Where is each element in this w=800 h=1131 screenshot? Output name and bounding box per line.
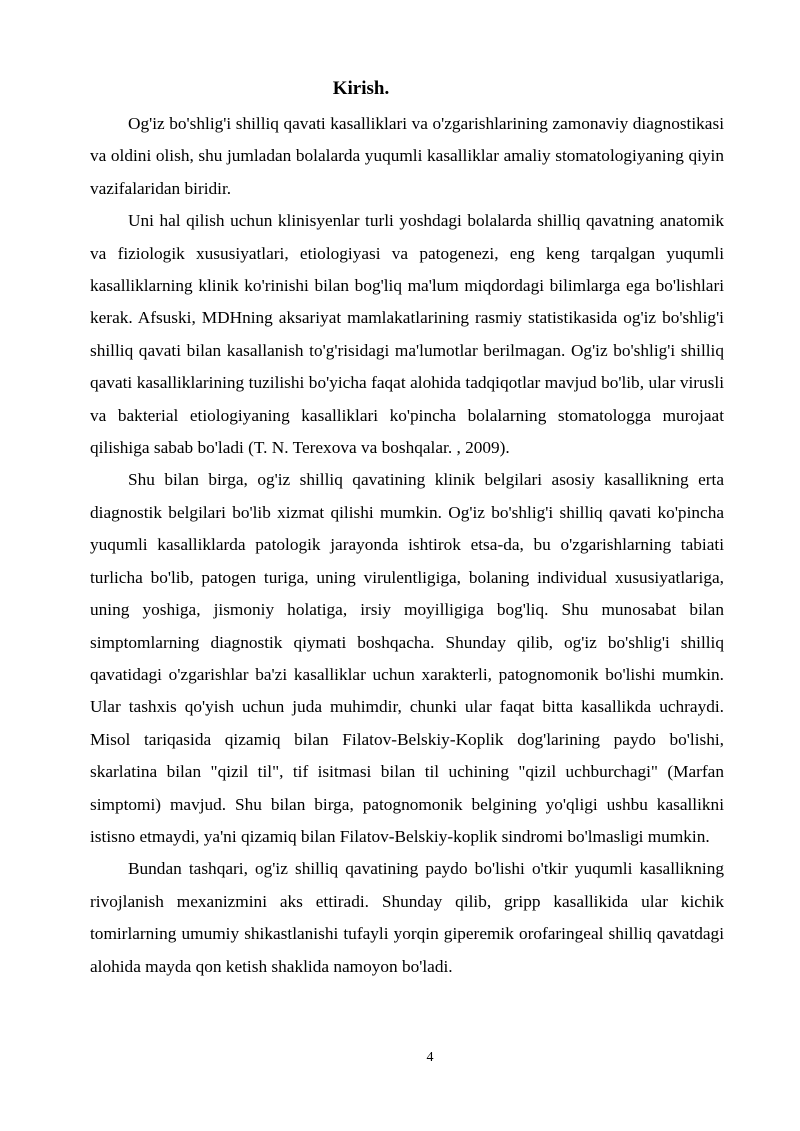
page-number: 4: [426, 1050, 434, 1065]
paragraph-3: Shu bilan birga, og'iz shilliq qavatining klinik belgilari asosiy kasallikning erta diagnostik belgilari bo'lib xizmat qilishi mumkin. Og'iz bo'shlig'i shilliq qavati ko'pincha yuqumli kasalliklarda patologik jarayonda ishtirok etsa-da, bu o'zgarishlarning tabiati turlicha bo'lib, patogen turiga, uning virulentligiga, bolaning individual xususiyatlariga, uning yoshiga, jismoniy holatiga, irsiy moyilligiga bog'liq. Shu munosabat bilan simptomlarning diagnostik qiymati boshqacha. Shunday qilib, og'iz bo'shlig'i shilliq qavatidagi o'zgarishlar ba'zi kasalliklar uchun xarakterli, patognomonik bo'lishi mumkin. Ular tashxis qo'yish uchun juda muhimdir, chunki ular faqat bitta kasallikda uchraydi. Misol tariqasida qizamiq bilan Filatov-Belskiy-Koplik dog'larining paydo bo'lishi, skarlatina bilan "qizil til", tif isitmasi bilan til uchining "qizil uchburchagi" (Marfan simptomi) mavjud. Shu bilan birga, patognomonik belgining yo'qligi ushbu kasallikni istisno etmaydi, ya'ni qizamiq bilan Filatov-Belskiy-koplik sindromi bo'lmasligi mumkin.: [90, 470, 724, 846]
section-title: Kirish.: [332, 78, 390, 99]
paragraph-1: Og'iz bo'shlig'i shilliq qavati kasalliklari va o'zgarishlarining zamonaviy diagnostikasi va oldini olish, shu jumladan bolalarda yuqumli kasalliklar amaliy stomatologiyaning qiyin vazifalaridan biridir.: [90, 114, 724, 198]
paragraph-2: Uni hal qilish uchun klinisyenlar turli yoshdagi bolalarda shilliq qavatning anatomik va fiziologik xususiyatlari, etiologiyasi va patogenezi, eng keng tarqalgan yuqumli kasalliklarning klinik ko'rinishi bilan bog'liq ma'lum miqdordagi bilimlarga ega bo'lishlari kerak. Afsuski, MDHning aksariyat mamlakatlarining rasmiy statistikasida og'iz bo'shlig'i shilliq qavati bilan kasallanish to'g'risidagi ma'lumotlar berilmagan. Og'iz bo'shlig'i shilliq qavati kasalliklarining tuzilishi bo'yicha faqat alohida tadqiqotlar mavjud bo'lib, ular virusli va bakterial etiologiyaning kasalliklari ko'pincha bolalarning stomatologga murojaat qilishiga sabab bo'ladi (T. N. Terexova va boshqalar. , 2009).: [90, 211, 724, 458]
paragraph-4: Bundan tashqari, og'iz shilliq qavatining paydo bo'lishi o'tkir yuqumli kasallikning rivojlanish mexanizmini aks ettiradi. Shunday qilib, gripp kasallikida ular kichik tomirlarning umumiy shikastlanishi tufayli yorqin giperemik orofaringeal shilliq qavatdagi alohida mayda qon ketish shaklida namoyon bo'ladi.: [90, 859, 724, 976]
body-text: [90, 108, 724, 983]
